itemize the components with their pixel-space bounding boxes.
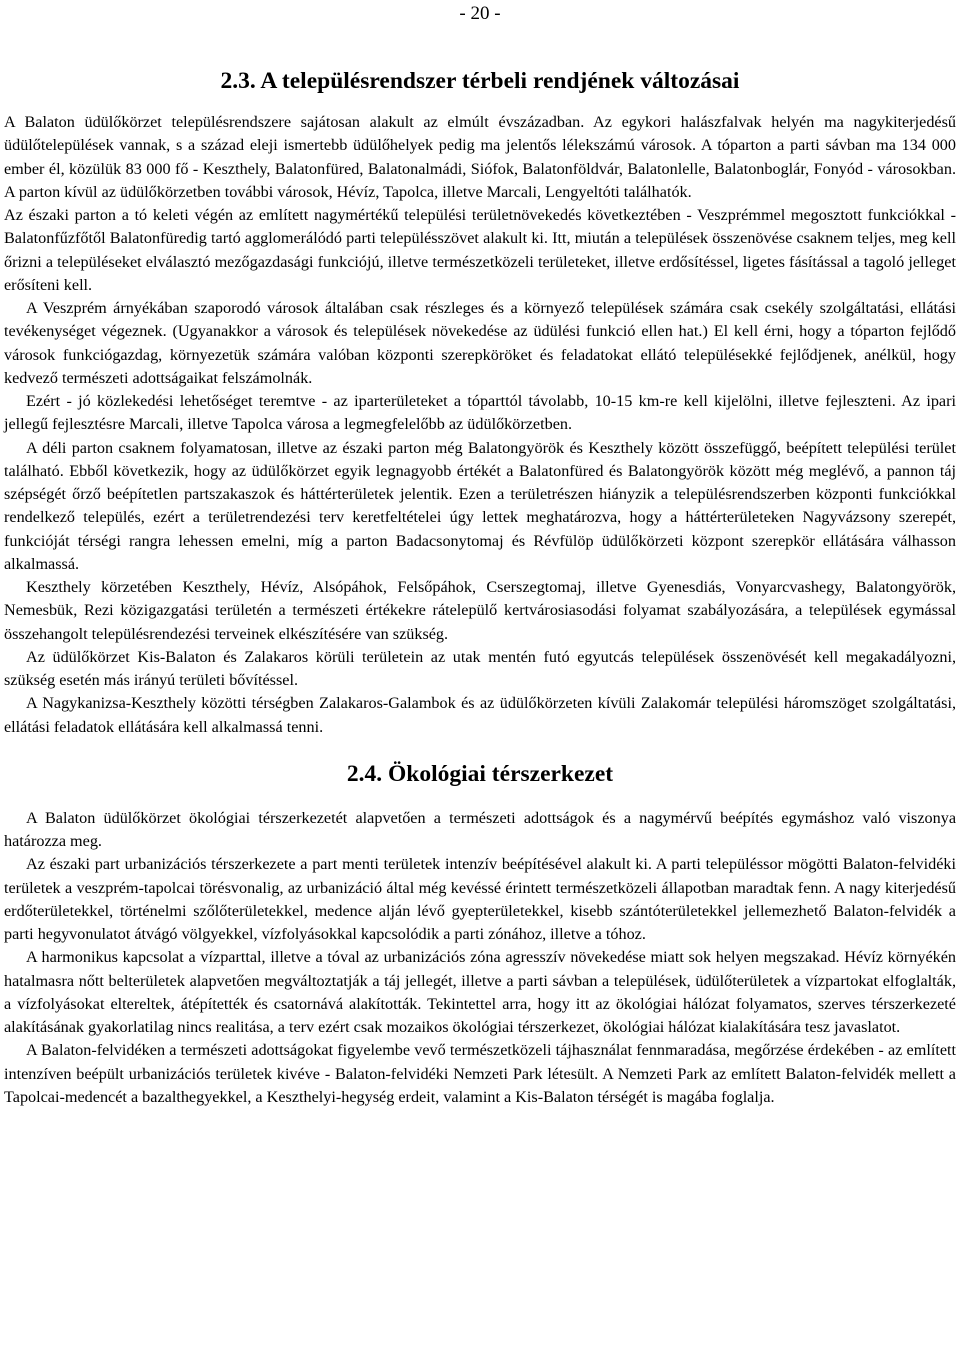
page-number: - 20 -	[459, 3, 501, 24]
document-body	[4, 66, 956, 1109]
paragraph: A Veszprém árnyékában szaporodó városok általában csak részleges és a környező települések számára csak csekély szolgáltatási, ellátási tevékenységet végeznek. (Ugyanakkor a városok és települések növekedése az üdülési funkció ellen hat.) El kell érni, hogy a tóparton fejlődő városok funkciógazdag, környezetük számára valóban központi szerepköröket és feladatokat ellátó településekké fejlődjenek, anélkül, hogy kedvező természeti adottságaikat felszámolnák.	[4, 299, 956, 387]
paragraph: A Balaton-felvidéken a természeti adottságokat figyelembe vevő természetközeli tájhasználat fennmaradása, megőrzése érdekében - az említett intenzíven beépült urbanizációs területek kivéve - Balaton-felvidéki Nemzeti Park létesült. A Nemzeti Park az említett Balaton-felvidék mellett a Tapolcai-medencét a bazalthegyekkel, a Keszthelyi-hegység erdeit, valamint a Kis-Balaton térségét is magába foglalja.	[4, 1041, 956, 1106]
section-title: 2.3. A településrendszer térbeli rendjének változásai	[220, 68, 740, 94]
paragraph: Az északi part urbanizációs térszerkezete a part menti területek intenzív beépítésével alakult ki. A parti településsor mögötti Balaton-felvidéki területek a veszprém-tapolcai törésvonalig, az urbanizáció által még kevéssé érintett természetközeli állapotban maradtak fenn. A nagy kiterjedésű erdőterületekkel, történelmi szőlőterületekkel, medence alján lévő gyepterületekkel, kisebb szántóterületekkel jellemezhető Balaton-felvidék a parti hegyvonulatot átvágó völgyekkel, vízfolyásokkal kapcsolódik a parti zónához, illetve a tóhoz.	[4, 855, 956, 943]
paragraph: A Nagykanizsa-Keszthely közötti térségben Zalakaros-Galambok és az üdülőkörzeten kívüli Zalakomár települési háromszöget szolgáltatási, ellátási feladatok ellátására kell alkalmassá tenni.	[4, 694, 956, 736]
section-settlement-system	[4, 66, 956, 739]
paragraph: Ezért - jó közlekedési lehetőséget teremtve - az iparterületeket a tóparttól távolabb, 10-15 km-re kell kijelölni, illetve fejleszteni. Az ipari jellegű fejlesztésre Marcali, illetve Tapolca városa a legmegfelelőbb az üdülőkörzetben.	[4, 392, 956, 434]
paragraph: A déli parton csaknem folyamatosan, illetve az északi parton még Balatongyörök és Keszthely között összefüggő, beépített települési terület található. Ebből következik, hogy az üdülőkörzet egyik legnagyobb értékét a Balatonfüred és Balatongyörök között még meglévő, a pannon táj szépségét őrző beépítetlen partszakaszok és háttérterületek jelentik. Ezen a területrészen hiányzik a településrendszerben központi funkciókkal rendelkező település, ezért a területrendezési terv keretfeltételei úgy lettek meghatározva, hogy a háttérterületeken Nagyvázsony szerepét, funkcióját térségi rangra lehessen emelni, míg a parton Badacsonytomaj és Révfülöp üdülőkörzeti központ szerepkör ellátására válhasson alkalmassá.	[4, 438, 956, 573]
section-title: 2.4. Ökológiai térszerkezet	[346, 760, 614, 787]
paragraph: A Balaton üdülőkörzet településrendszere sajátosan alakult az elmúlt évszázadban. Az egykori halászfalvak helyén ma nagykiterjedésű üdülőtelepülések vannak, s a század eleji ismertebb üdülőhelyek pedig ma jelentős lélekszámú városok. A tóparton a parti sávban ma 134 000 ember él, közülük 83 000 fő - Keszthely, Balatonfüred, Balatonalmádi, Siófok, Balatonföldvár, Balatonlelle, Balatonboglár, Fonyód - városokban. A parton kívül az üdülőkörzetben további városok, Hévíz, Tapolca, illetve Marcali, Lengyeltóti találhatók.	[4, 113, 956, 201]
paragraph: Az északi parton a tó keleti végén az említett nagymértékű települési területnövekedés következtében - Veszprémmel megosztott funkciókkal - Balatonfűzfőtől Balatonfüredig tartó agglomerálódó parti településszövet alakult ki. Itt, miután a települések összenövése csaknem teljes, meg kell őrizni a településeket elválasztó mezőgazdasági funkciójú, illetve természetközeli területeket, illetve erdősítéssel, ligetes fásítással a tagoló jelleget erősíteni kell.	[4, 206, 956, 294]
paragraph: Az üdülőkörzet Kis-Balaton és Zalakaros körüli területein az utak mentén futó egyutcás települések összenövését kell megakadályozni, szükség esetén más irányú területi bővítéssel.	[4, 647, 956, 689]
section-ecological-structure	[4, 759, 956, 1109]
paragraph: A Balaton üdülőkörzet ökológiai térszerkezetét alapvetően a természeti adottságok és a nagymérvű beépítés egymáshoz való viszonya határozza meg.	[4, 808, 956, 850]
paragraph: A harmonikus kapcsolat a vízparttal, illetve a tóval az urbanizációs zóna agresszív növekedése miatt sok helyen megszakad. Hévíz környékén hatalmasra nőtt belterületek alapvetően megváltoztatják a táj jellegét, illetve a parti sávban a települések, üdülőterületek a vízpartokat elfoglalták, a vízfolyásokat eltereltek, átépítették és csatornává alakították. Tekintettel arra, hogy itt az ökológiai hálózat folyamatos, szerves térszerkezeté alakításának gyakorlatilag nincs realitása, a terv ezért csak mozaikos ökológiai térszerkezet, ökológiai hálózat kialakítására tesz javaslatot.	[4, 948, 956, 1036]
paragraph: Keszthely körzetében Keszthely, Hévíz, Alsópáhok, Felsőpáhok, Cserszegtomaj, illetve Gyenesdiás, Vonyarcvashegy, Balatongyörök, Nemesbük, Rezi közigazgatási területén a természeti értékekre rátelepülő kertvárosiasodási folyamat szabályozására, a települések egymással összehangolt településrendezési terveinek elkészítésére van szükség.	[4, 578, 956, 643]
